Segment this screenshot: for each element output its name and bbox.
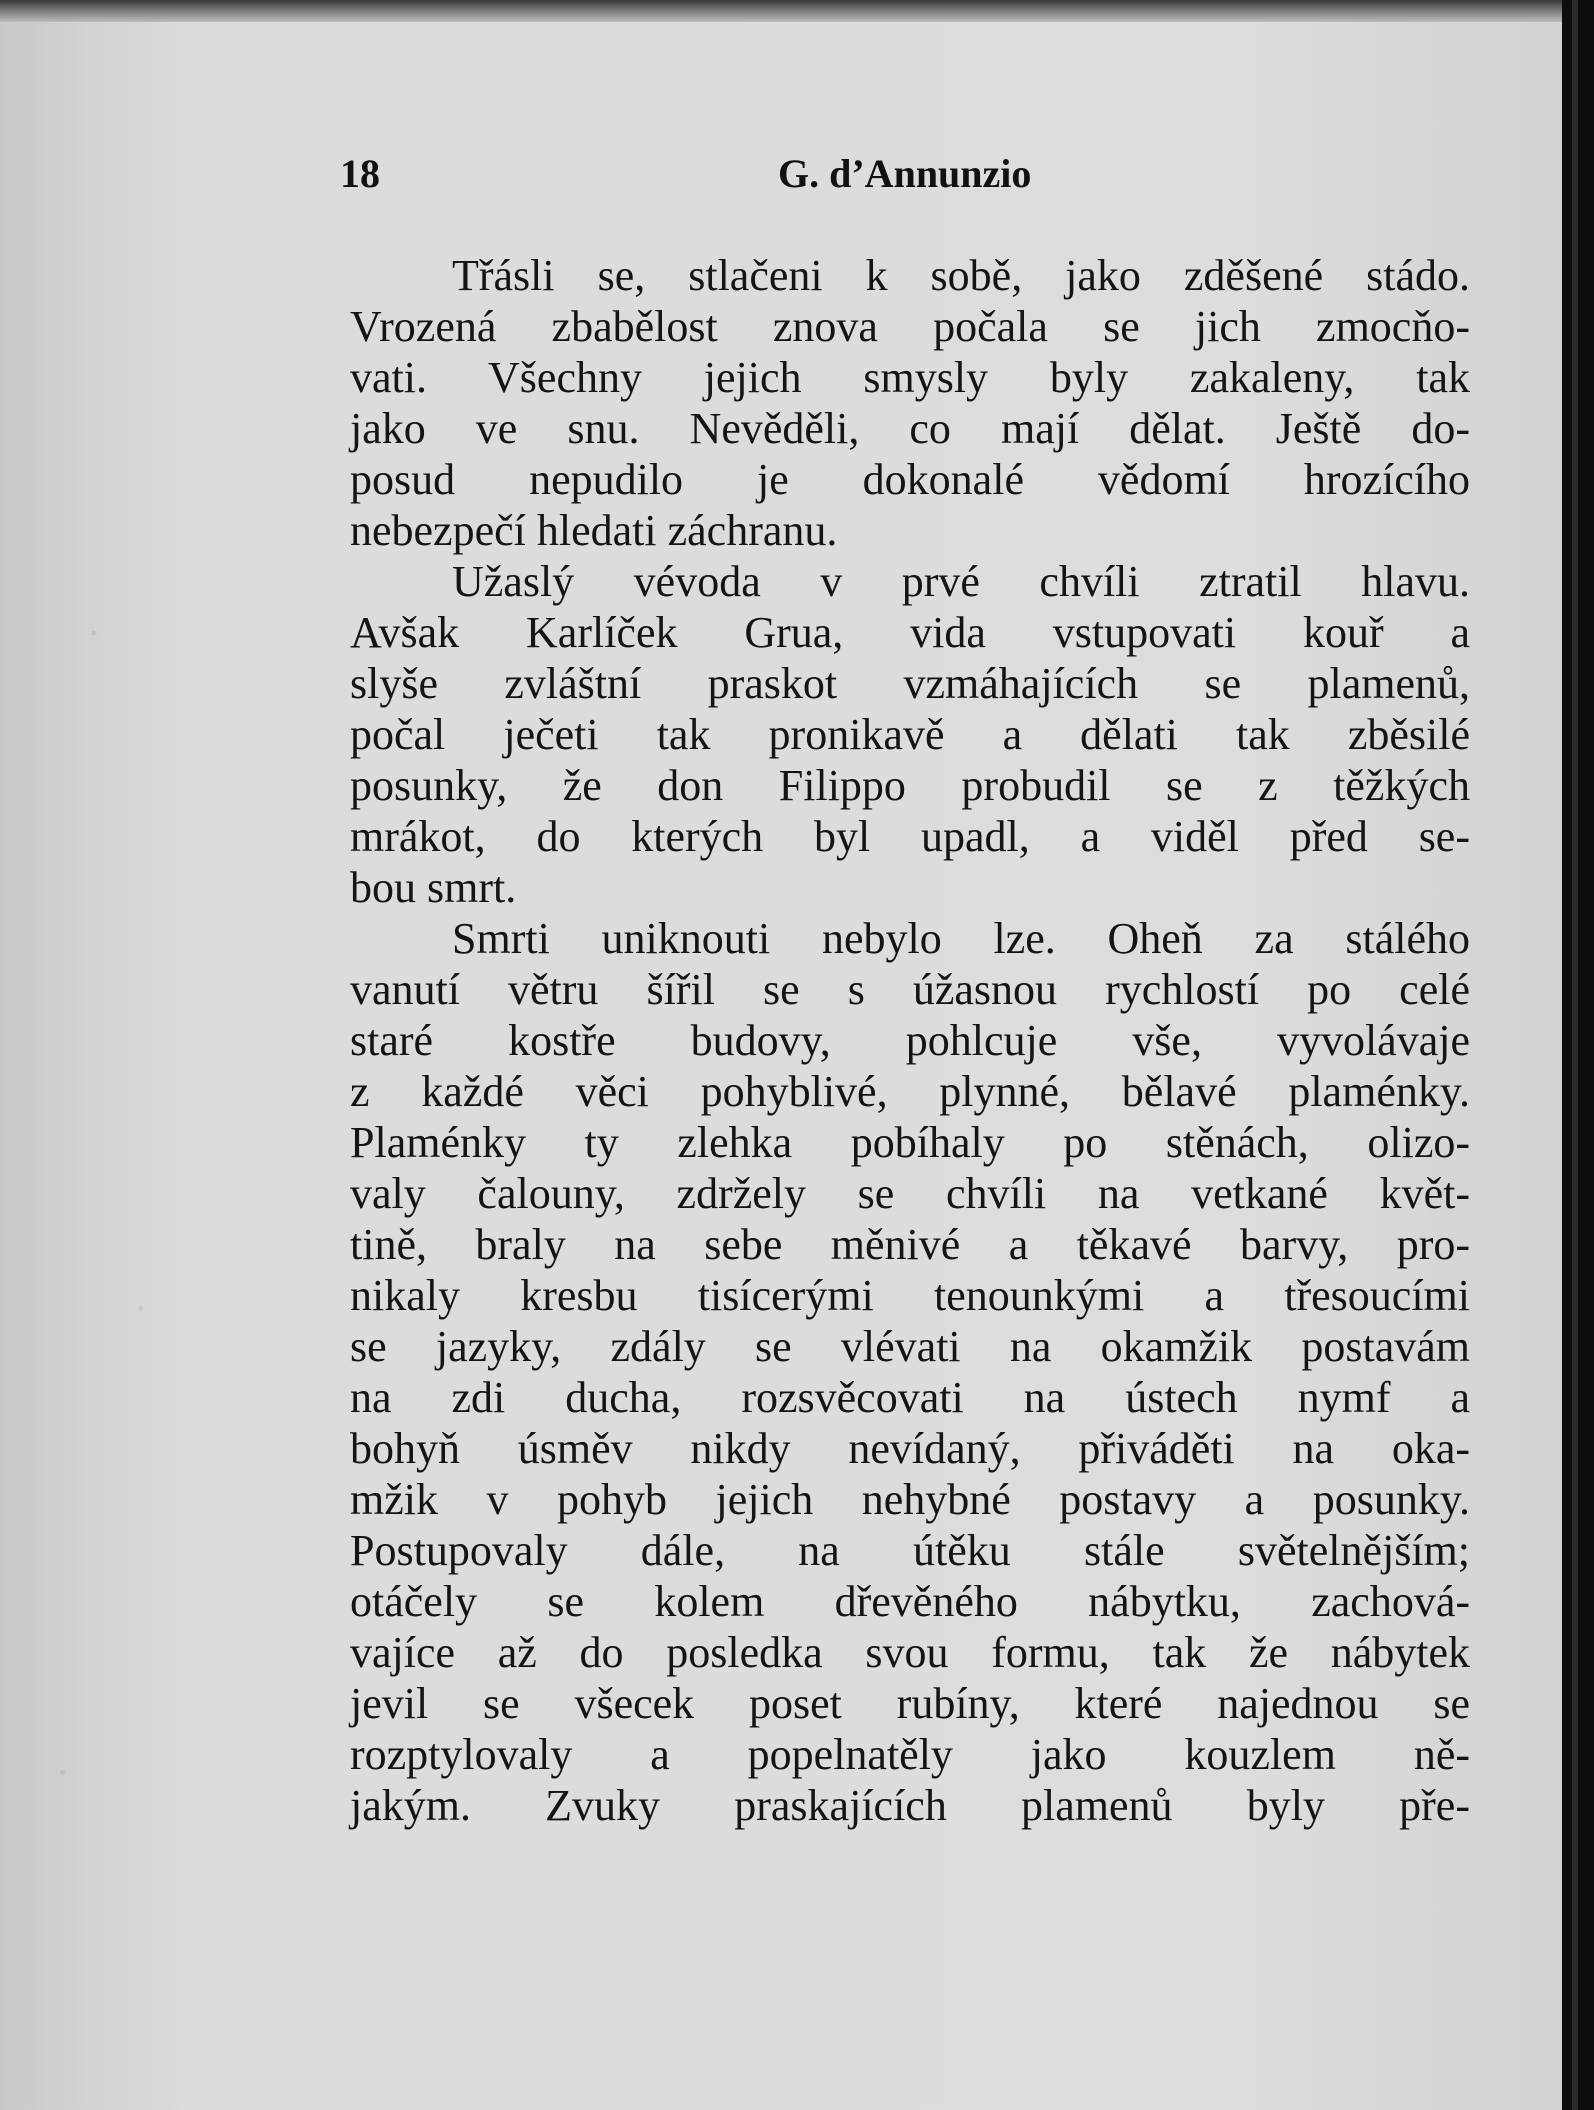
text-line: otáčely se kolem dřevěného nábytku, zachová- bbox=[350, 1577, 1470, 1626]
text-line: Postupovaly dále, na útěku stále světelnějším; bbox=[350, 1526, 1470, 1575]
text-line: počal ječeti tak pronikavě a dělati tak zběsilé bbox=[350, 710, 1470, 759]
text-line: vati. Všechny jejich smysly byly zakaleny, tak bbox=[350, 353, 1470, 402]
text-line: mžik v pohyb jejich nehybné postavy a posunky. bbox=[350, 1475, 1470, 1524]
text-line: rozptylovaly a popelnatěly jako kouzlem ně- bbox=[350, 1730, 1470, 1779]
text-line: valy čalouny, zdržely se chvíli na vetkané květ- bbox=[350, 1169, 1470, 1218]
text-line: jako ve snu. Nevěděli, co mají dělat. Ještě do- bbox=[350, 404, 1470, 453]
page-gutter-line bbox=[1572, 0, 1578, 2110]
text-line: bou smrt. bbox=[350, 863, 517, 912]
text-line: posunky, že don Filippo probudil se z těžkých bbox=[350, 761, 1470, 810]
text-line: slyše zvláštní praskot vzmáhajících se plamenů, bbox=[350, 659, 1470, 708]
scan-top-edge bbox=[0, 0, 1562, 22]
page-header bbox=[340, 150, 1460, 210]
text-line: jevil se všecek poset rubíny, které najednou se bbox=[350, 1679, 1470, 1728]
text-line: Avšak Karlíček Grua, vida vstupovati kouř a bbox=[350, 608, 1470, 657]
text-line: staré kostře budovy, pohlcuje vše, vyvolávaje bbox=[350, 1016, 1470, 1065]
text-line: Smrti uniknouti nebylo lze. Oheň za stálého bbox=[452, 914, 1470, 963]
text-line: vajíce až do posledka svou formu, tak že nábytek bbox=[350, 1628, 1470, 1677]
text-line: Třásli se, stlačeni k sobě, jako zděšené stádo. bbox=[452, 251, 1470, 300]
text-line: bohyň úsměv nikdy nevídaný, přiváděti na oka- bbox=[350, 1424, 1470, 1473]
text-line: nikaly kresbu tisícerými tenounkými a třesoucími bbox=[350, 1271, 1470, 1320]
page-number: 18 bbox=[340, 151, 380, 196]
text-line: Plaménky ty zlehka pobíhaly po stěnách, olizo- bbox=[350, 1118, 1470, 1167]
text-line: Užaslý vévoda v prvé chvíli ztratil hlavu. bbox=[452, 557, 1470, 606]
text-line: nebezpečí hledati záchranu. bbox=[350, 506, 838, 555]
text-line: posud nepudilo je dokonalé vědomí hrozícího bbox=[350, 455, 1470, 504]
body-text bbox=[350, 250, 1470, 1831]
running-title: G. d’Annunzio bbox=[778, 151, 1032, 196]
text-line: vanutí větru šířil se s úžasnou rychlostí po celé bbox=[350, 965, 1470, 1014]
text-line: na zdi ducha, rozsvěcovati na ústech nymf a bbox=[350, 1373, 1470, 1422]
text-line: tině, braly na sebe měnivé a těkavé barvy, pro- bbox=[350, 1220, 1470, 1269]
text-line: z každé věci pohyblivé, plynné, bělavé plaménky. bbox=[350, 1067, 1470, 1116]
text-line: jakým. Zvuky praskajících plamenů byly pře- bbox=[350, 1781, 1470, 1830]
scan-right-edge bbox=[1562, 0, 1594, 2110]
text-line: mrákot, do kterých byl upadl, a viděl před se- bbox=[350, 812, 1470, 861]
text-line: Vrozená zbabělost znova počala se jich zmocňo- bbox=[350, 302, 1470, 351]
text-line: se jazyky, zdály se vlévati na okamžik postavám bbox=[350, 1322, 1470, 1371]
